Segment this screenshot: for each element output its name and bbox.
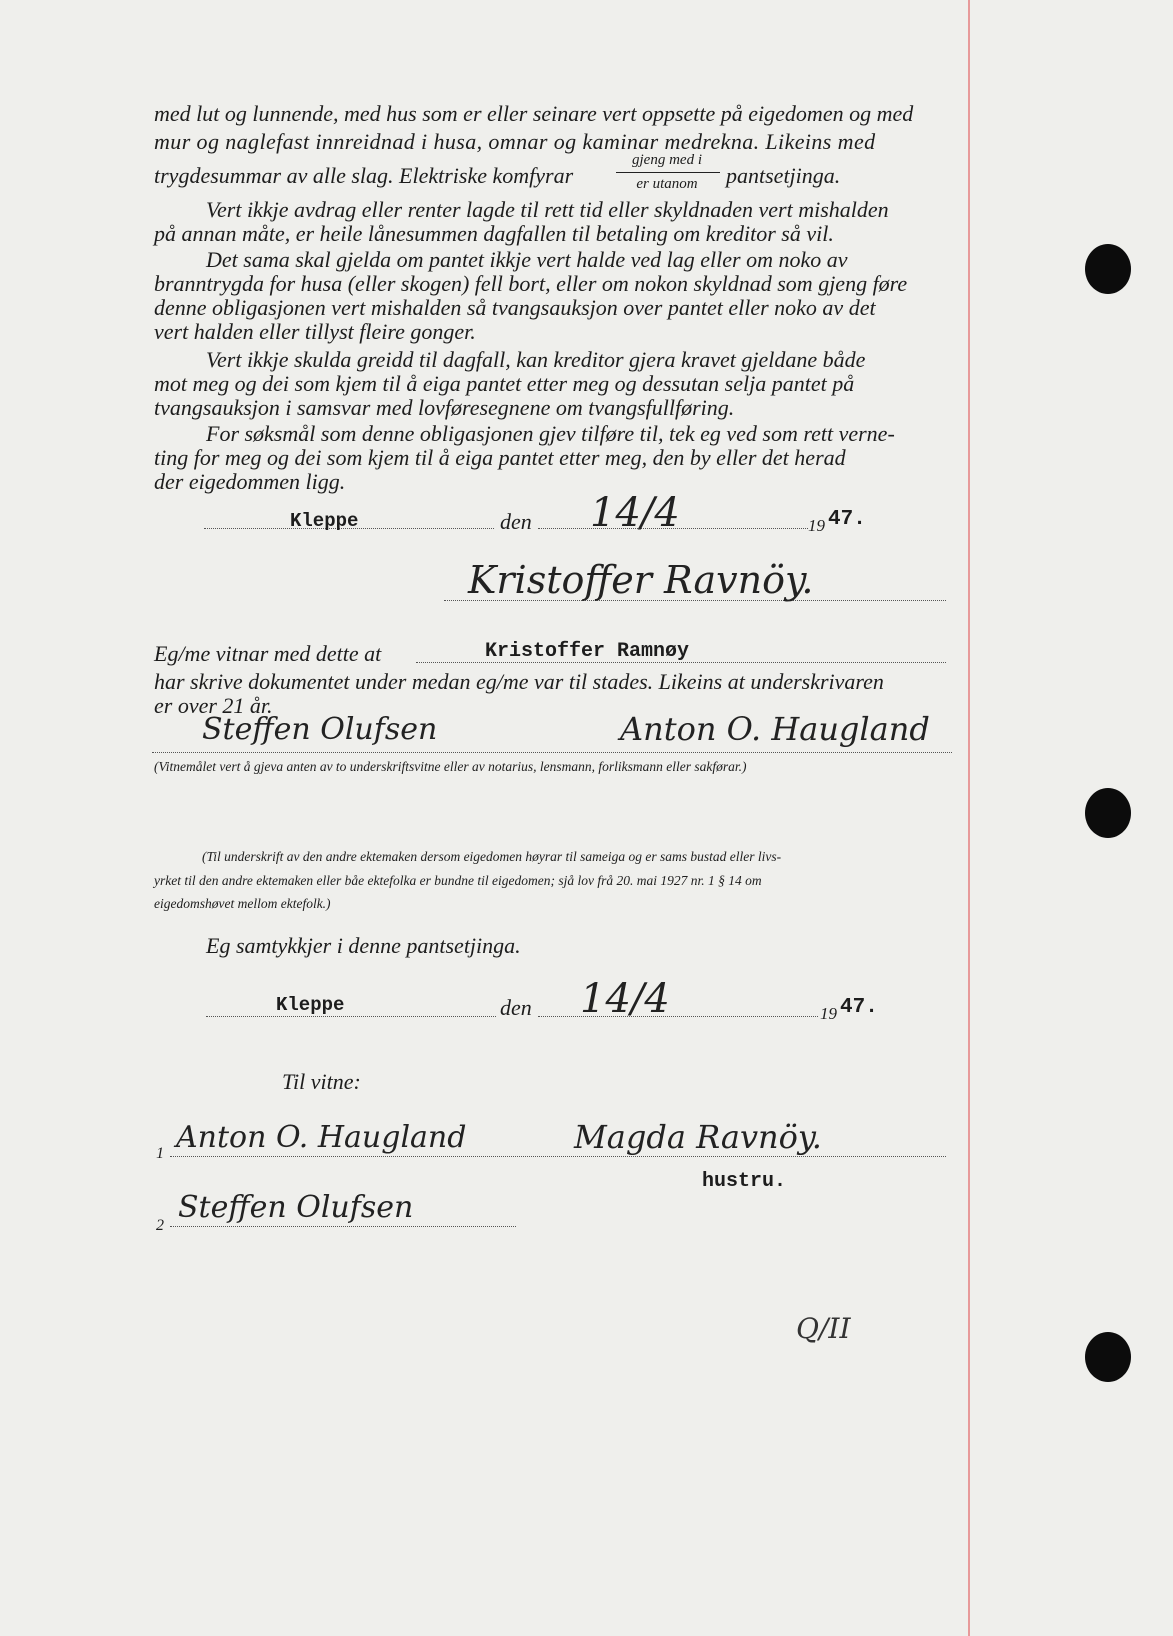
year-suffix-2: 47. bbox=[840, 996, 878, 1019]
consent-text: Eg samtykkjer i denne pantsetjinga. bbox=[206, 933, 521, 958]
note-line: yrket til den andre ektemaken eller båe ektefolka er bundne til eigedomen; sjå lov frå 20. mai 1927 nr. 1 § 14 om bbox=[154, 873, 762, 888]
witnesses-label: Til vitne: bbox=[282, 1069, 361, 1094]
fraction-top: gjeng med i bbox=[632, 152, 702, 168]
text-line: Det sama skal gjelda om pantet ikkje vert halde ved lag eller om noko av bbox=[206, 247, 848, 272]
corner-mark: Q/II bbox=[796, 1312, 851, 1345]
text-line: mur og naglefast innreidnad i husa, omnar og kaminar medrekna. Likeins med bbox=[154, 129, 876, 154]
text-line: Vert ikkje skulda greidd til dagfall, kan kreditor gjera kravet gjeldane både bbox=[206, 347, 866, 372]
signature-spouse: Magda Ravnöy. bbox=[574, 1118, 822, 1156]
name-dotted-line bbox=[416, 662, 946, 663]
text-line: trygdesummar av alle slag. Elektriske komfyrar bbox=[154, 163, 574, 188]
place-text: Kleppe bbox=[290, 510, 359, 532]
date-handwritten-2: 14/4 bbox=[580, 976, 670, 1022]
text-line: tvangsauksjon i samsvar med lovføresegnene om tvangsfullføring. bbox=[154, 395, 735, 420]
year-prefix: 19 bbox=[808, 516, 825, 535]
signature-witness-2: Steffen Olufsen bbox=[178, 1190, 414, 1225]
place-text-2: Kleppe bbox=[276, 994, 345, 1016]
punch-hole-middle bbox=[1085, 788, 1131, 838]
year-suffix: 47. bbox=[828, 508, 866, 531]
text-line: er over 21 år. bbox=[154, 693, 273, 718]
note-line: eigedomshøvet mellom ektefolk.) bbox=[154, 896, 331, 911]
signature-witness-b: Anton O. Haugland bbox=[620, 710, 930, 748]
witness-number-1: 1 bbox=[156, 1145, 164, 1162]
text-line: vert halden eller tillyst fleire gonger. bbox=[154, 319, 476, 344]
punch-hole-top bbox=[1085, 244, 1131, 294]
den-label: den bbox=[500, 509, 532, 534]
text-line: Vert ikkje avdrag eller renter lagde til rett tid eller skyldnaden vert mishalden bbox=[206, 197, 889, 222]
witness-signature-dotted-line bbox=[152, 752, 952, 753]
place-dotted-line-2 bbox=[206, 1016, 496, 1017]
date-handwritten: 14/4 bbox=[590, 490, 680, 536]
punch-hole-bottom bbox=[1085, 1332, 1131, 1382]
witness-subject-name: Kristoffer Ramnøy bbox=[485, 640, 690, 663]
text-line: For søksmål som denne obligasjonen gjev tilføre til, tek eg ved som rett verne- bbox=[206, 421, 895, 446]
text-line: har skrive dokumentet under medan eg/me var til stades. Likeins at underskrivaren bbox=[154, 669, 884, 694]
fraction-bar bbox=[616, 172, 720, 173]
margin-rule bbox=[968, 0, 970, 1636]
witness2-dotted-line bbox=[170, 1226, 516, 1227]
witness-number-2: 2 bbox=[156, 1217, 164, 1234]
spouse-role: hustru. bbox=[702, 1170, 787, 1193]
signature-borrower: Kristoffer Ravnöy. bbox=[468, 558, 814, 602]
text-line: der eigedommen ligg. bbox=[154, 469, 346, 494]
text-line: mot meg og dei som kjem til å eiga pantet etter meg og dessutan selja pantet på bbox=[154, 371, 855, 396]
fraction-bottom: er utanom bbox=[636, 176, 698, 192]
signature-witness-1: Anton O. Haugland bbox=[176, 1120, 467, 1155]
witness-note: (Vitnemålet vert å gjeva anten av to underskriftsvitne eller av notarius, lensmann, forliksmann eller sakførar.) bbox=[154, 759, 747, 774]
text-line: med lut og lunnende, med hus som er eller seinare vert oppsette på eigedomen og med bbox=[154, 101, 914, 126]
text-line: ting for meg og dei som kjem til å eiga pantet etter meg, den by eller det herad bbox=[154, 445, 846, 470]
text-line: på annan måte, er heile lånesummen dagfallen til betaling om kreditor så vil. bbox=[154, 221, 834, 246]
text-line: Eg/me vitnar med dette at bbox=[154, 641, 382, 666]
text-line: pantsetjinga. bbox=[726, 163, 841, 188]
den-label-2: den bbox=[500, 995, 532, 1020]
text-line: denne obligasjonen vert mishalden så tvangsauksjon over pantet eller noko av det bbox=[154, 295, 876, 320]
year-prefix-2: 19 bbox=[820, 1004, 837, 1023]
note-line: (Til underskrift av den andre ektemaken dersom eigedomen høyrar til sameiga og er sams bustad eller livs- bbox=[202, 849, 782, 864]
signature-witness-a: Steffen Olufsen bbox=[202, 712, 438, 747]
text-line: branntrygda for husa (eller skogen) fell bort, eller om nokon skyldnad som gjeng føre bbox=[154, 271, 908, 296]
witness1-dotted-line bbox=[170, 1156, 946, 1157]
